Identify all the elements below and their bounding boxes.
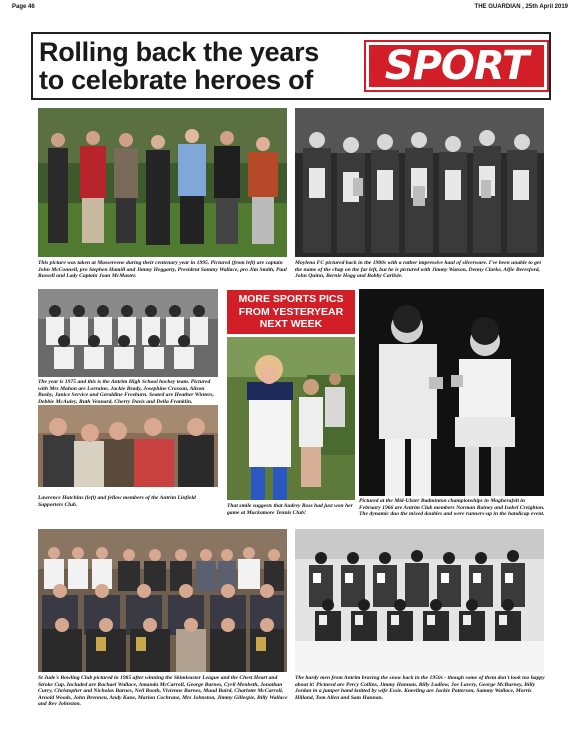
headline-box: [31, 32, 551, 100]
headline-line-1: Rolling back the years: [39, 37, 319, 67]
sport-badge: [366, 42, 547, 90]
caption-supporters: Lawrence Hutchins (left) and fellow members of the Antrim Linfield Supporters Club.: [38, 495, 196, 508]
caption-golf: This picture was taken at Massereene during their centenary year in 1995. Pictured (from left) are captain John McConnell, pro Stephen Hamill and Jimmy Heggarty, President Sammy Wallace, pro Jim Smith, Paul Russell and Lady Captain Joan McMaster.: [38, 260, 287, 280]
caption-bowling: St Jude's Bowling Club pictured in 1985 after winning the Skimleaster League and the Chest Heart and Stroke Cup. Included are Rachael Wallace, Amanda McCarroll, George Barnes, Cyril Menbeth, Jonathan Curry, Christopher and Nicholas Barnes, Neil Booth, Vivienne Barnes, Maud Baird, Charlotte McCarroll, Arnold Woods, John Brennen, Andy Kane, Marion Cochrane, Mrs Johnston, Jimmy Gillespie, Billy Wallace and Rev Johnston.: [38, 675, 288, 708]
tennis-photo: [227, 337, 355, 500]
promo-line-2: FROM YESTERYEAR: [238, 305, 344, 318]
caption-tennis: That smile suggests that Audrey Ross had just won her game at Muckamore Tennis Club!: [227, 503, 353, 516]
hockey-team-photo: [38, 289, 218, 377]
badminton-photo: [359, 289, 544, 496]
page-number: Page 46: [12, 4, 35, 10]
golf-group-photo: [38, 108, 287, 257]
promo-line-1: MORE SPORTS PICS: [238, 293, 344, 305]
headline-line-2: to celebrate heroes of: [39, 65, 313, 95]
football-trophies-photo: [295, 108, 544, 257]
promo-box: [227, 290, 355, 334]
caption-snow-team: The hardy men from Antrim braving the snow back in the 1950s - though some of them don't look too happy about it! Pictured are Percy Collins, Jimmy Hannan, Billy Ludlow, Joe Lavery, George McBurney, Billy Jordan in a jumper hand knitted by wife Essie. Kneeling are Jackie Patterson, Sammy Wallace, Morris Hilland, Tom Allen and Sam Hannan.: [295, 675, 545, 701]
caption-badminton: Pictured at the Mid-Ulster Badminton championships in Magherafelt in February 1966 are Antrim Club members Norman Rainey and Isobel Creighton. The dynamic duo the mixed doubles and were runners-up in the handicap event.: [359, 498, 545, 518]
headline: [39, 38, 319, 94]
snow-team-photo: [295, 529, 544, 672]
publication-date: THE GUARDIAN , 25th April 2019: [474, 4, 568, 10]
caption-hockey: The year is 1975 and this is the Antrim High School hockey team. Pictured with Mrs Mahon are Lorraine, Jackie Brady, Josephine Crossan, Alison Busby, Janice Service and Geraldine Freeburn. Seated are Heather Winters, Debbie McAuley, Ruth Vennard, Cherry Davis and Della Franklin.: [38, 379, 214, 405]
bowling-club-photo: [38, 529, 287, 672]
sport-badge-text: SPORT: [384, 43, 529, 89]
caption-football: Moylena FC pictured back in the 1980s with a rather impressive haul of silverware. I've been unable to get the name of the chap on the far left, but he is pictured with Jimmy Watson, Denny Clarke, Alfie Beresford, John Quinn, Bernie Hogg and Bobby Carlisle.: [295, 260, 541, 280]
promo-line-3: NEXT WEEK: [259, 318, 323, 330]
supporters-club-photo: [38, 405, 218, 487]
